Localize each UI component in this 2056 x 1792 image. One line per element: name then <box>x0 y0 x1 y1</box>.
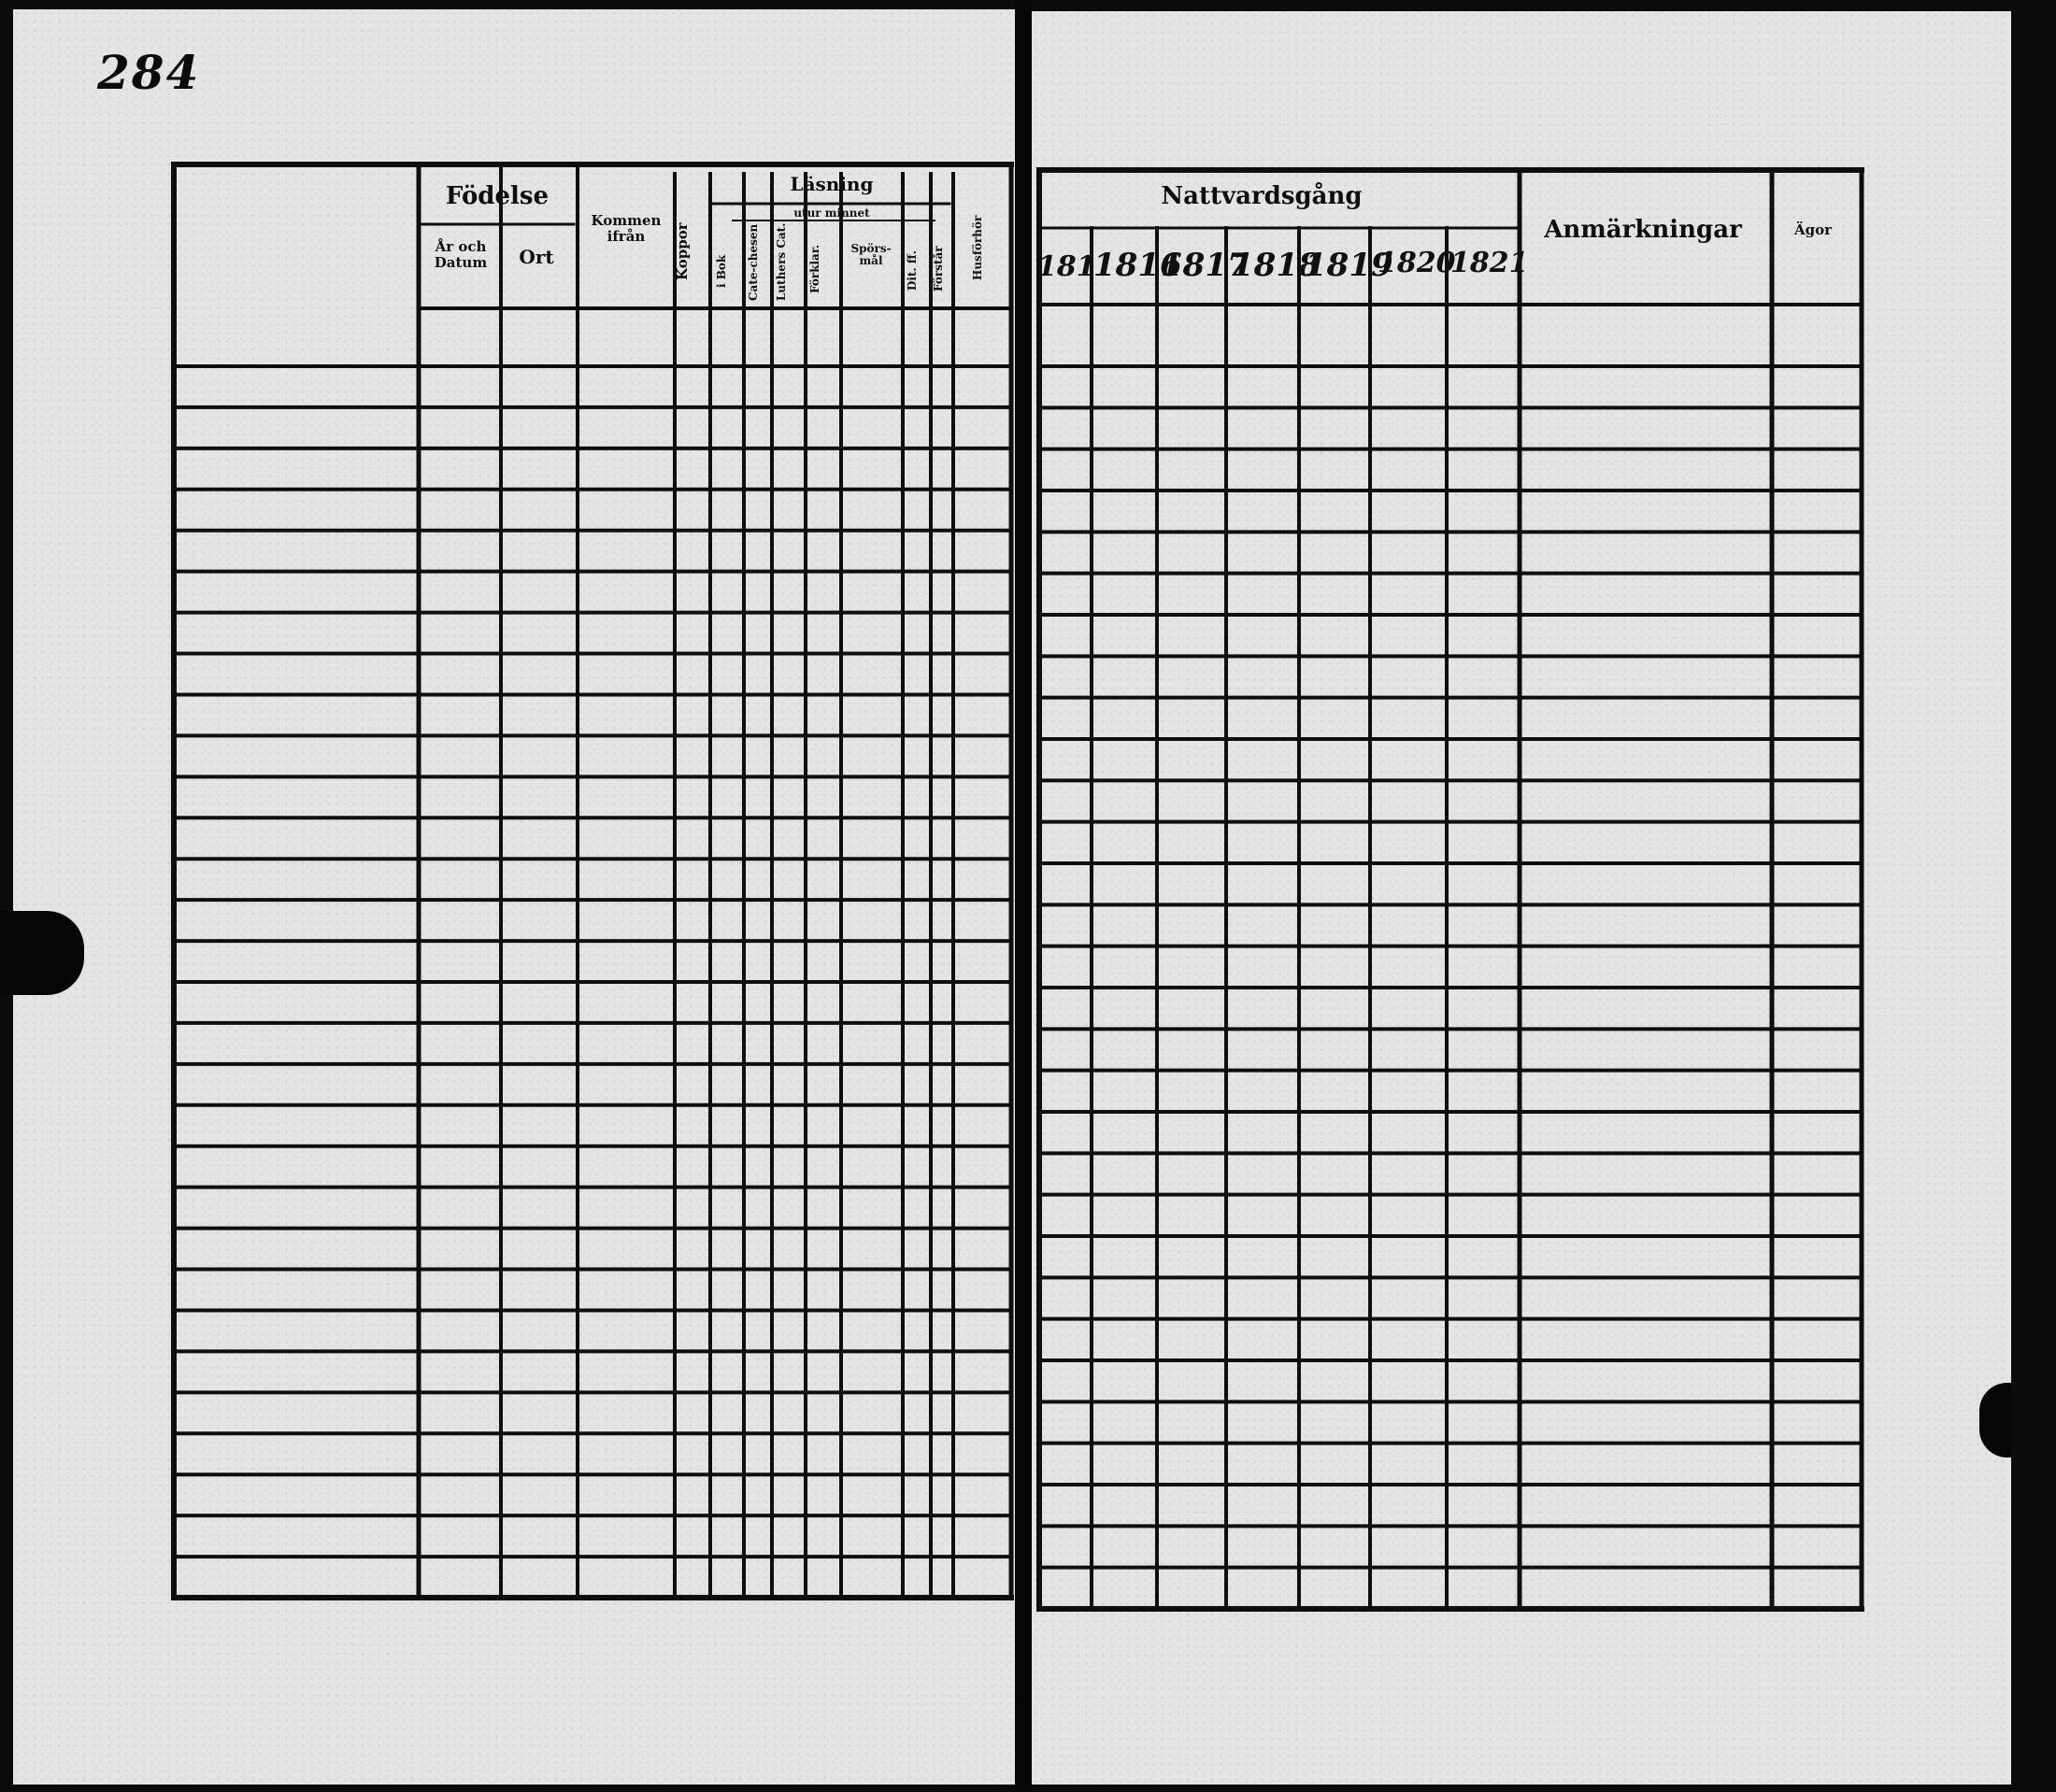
year-7: 1821 <box>1450 247 1529 279</box>
header-agor: Ägor <box>1793 221 1833 238</box>
header-lasning: Läsning <box>790 173 874 195</box>
header-fodelse: Födelse <box>445 182 550 210</box>
header-lasning-col-2: Cate-chesen <box>747 223 760 301</box>
year-2: 1816 <box>1093 247 1182 284</box>
year-1: 181 <box>1037 250 1096 283</box>
page-number: 284 <box>97 45 201 100</box>
year-4: 1818 <box>1232 247 1321 284</box>
header-lasning-col-3: Luthers Cat. <box>775 222 788 301</box>
header-kommen-fran: Kommen ifrån <box>591 212 662 245</box>
year-3: 1817 <box>1161 247 1249 284</box>
header-anmarkningar: Anmärkningar <box>1544 216 1742 244</box>
header-lasning-col-6: Dit. ff. <box>906 250 919 292</box>
header-lasning-col-1: i Bok <box>715 254 728 288</box>
header-lasning-col-4: Förklar. <box>808 244 821 294</box>
header-lasning-col-5: Spörs-mål <box>850 242 892 268</box>
header-husforhor: Husförhör <box>971 215 984 280</box>
header-nattvardsgang: Nattvardsgång <box>1161 182 1363 210</box>
year-6: 1820 <box>1378 247 1456 279</box>
header-ort: Ort <box>519 246 554 268</box>
header-lasning-col-7: Förstår <box>932 246 945 292</box>
year-5: 1819 <box>1305 247 1393 284</box>
header-ar-och-datum: År och Datum <box>434 238 488 271</box>
header-utur-minnet: utur minnet <box>793 206 870 220</box>
header-koppor: Koppor <box>674 222 691 280</box>
